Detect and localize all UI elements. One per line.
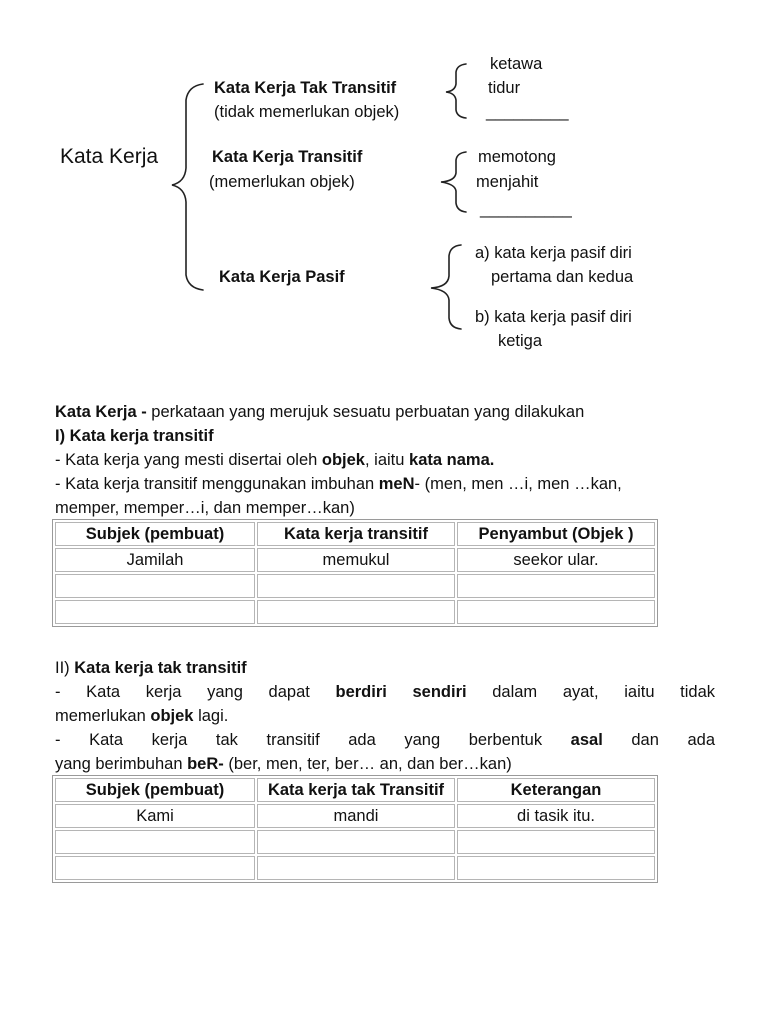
branch-transitif-desc: (memerlukan objek) [209,173,355,191]
text-bold: meN [378,475,415,493]
table-header: Kata kerja transitif [257,522,455,546]
text: yang berimbuhan [55,755,188,773]
text-bold: objek [150,707,194,725]
table-row [55,804,655,828]
section-tak-transitif-heading [55,656,715,680]
text: dalam ayat, iaitu tidak [466,683,716,701]
main-brace [172,84,203,290]
diagram-braces [0,0,768,360]
branch-tak-transitif-desc: (tidak memerlukan objek) [214,103,400,121]
pasif-item: a) kata kerja pasif diri [475,244,632,262]
table-row [55,574,655,598]
table-transitif [52,519,658,627]
table-cell [457,856,655,880]
text: - Kata kerja yang dapat [55,683,336,701]
table-cell [55,600,255,624]
example-blank: __________ [480,200,572,218]
table-cell [55,856,255,880]
table-row [55,600,655,624]
pasif-item: b) kata kerja pasif diri [475,308,632,326]
transitif-point-2-cont: memper, memper…i, dan memper…kan) [55,499,355,517]
branch-pasif-title: Kata Kerja Pasif [219,268,345,286]
transitif-point-1 [55,448,715,472]
table-header-row [55,778,655,802]
definition-text: perkataan yang merujuk sesuatu perbuatan yang dilakukan [146,403,585,421]
table-cell [257,856,455,880]
table-header: Subjek (pembuat) [55,778,255,802]
text-bold: Kata kerja tak transitif [74,659,247,677]
table-cell: Jamilah [55,548,255,572]
example-item: ketawa [490,55,543,73]
table-header: Keterangan [457,778,655,802]
pasif-item: pertama dan kedua [491,268,634,286]
table-cell: seekor ular. [457,548,655,572]
text-bold: objek [321,451,365,469]
table-cell [257,574,455,598]
table-row [55,856,655,880]
table-cell [257,830,455,854]
table-cell [55,830,255,854]
table-tak-transitif [52,775,658,883]
example-blank: _________ [486,103,569,121]
text: lagi. [193,707,229,725]
text: - Kata kerja yang mesti disertai oleh [55,451,322,469]
table-header-row [55,522,655,546]
table-cell [257,600,455,624]
table-header: Kata kerja tak Transitif [257,778,455,802]
brace-pasif [431,245,461,329]
text-bold: asal [570,731,603,749]
table-cell: di tasik itu. [457,804,655,828]
pasif-item: ketiga [498,332,543,350]
table-cell [457,830,655,854]
transitif-point-2 [55,472,715,496]
table-cell [457,600,655,624]
text-bold: kata nama. [409,451,495,469]
definition-term: Kata Kerja - [55,403,147,421]
text: - Kata kerja transitif menggunakan imbuhan [55,475,379,493]
definition-line [55,400,715,424]
table-cell: memukul [257,548,455,572]
text: II) [55,659,75,677]
branch-tak-transitif-title: Kata Kerja Tak Transitif [214,79,397,97]
text: - Kata kerja tak transitif ada yang berbentuk [55,731,571,749]
text: memerlukan [55,707,151,725]
table-header: Subjek (pembuat) [55,522,255,546]
tak-transitif-point-2 [55,728,715,752]
text-bold: beR- [187,755,224,773]
text: , iaitu [365,451,410,469]
brace-transitif [441,152,466,212]
text: (ber, men, ter, ber… an, dan ber…kan) [223,755,512,773]
example-item: menjahit [476,173,539,191]
text-bold: berdiri sendiri [335,683,467,701]
diagram-root: Kata Kerja [60,145,159,168]
section-transitif-heading: I) Kata kerja transitif [55,427,214,445]
table-row [55,548,655,572]
example-item: memotong [478,148,556,166]
tak-transitif-point-2-cont [55,752,715,776]
text: dan ada [602,731,715,749]
table-cell: mandi [257,804,455,828]
table-cell: Kami [55,804,255,828]
table-header: Penyambut (Objek ) [457,522,655,546]
tak-transitif-point-1 [55,680,715,704]
table-cell [55,574,255,598]
brace-tak-transitif [446,64,466,118]
table-cell [457,574,655,598]
text: - (men, men …i, men …kan, [414,475,622,493]
example-item: tidur [488,79,521,97]
branch-transitif-title: Kata Kerja Transitif [212,148,363,166]
table-row [55,830,655,854]
tak-transitif-point-1-cont [55,704,715,728]
